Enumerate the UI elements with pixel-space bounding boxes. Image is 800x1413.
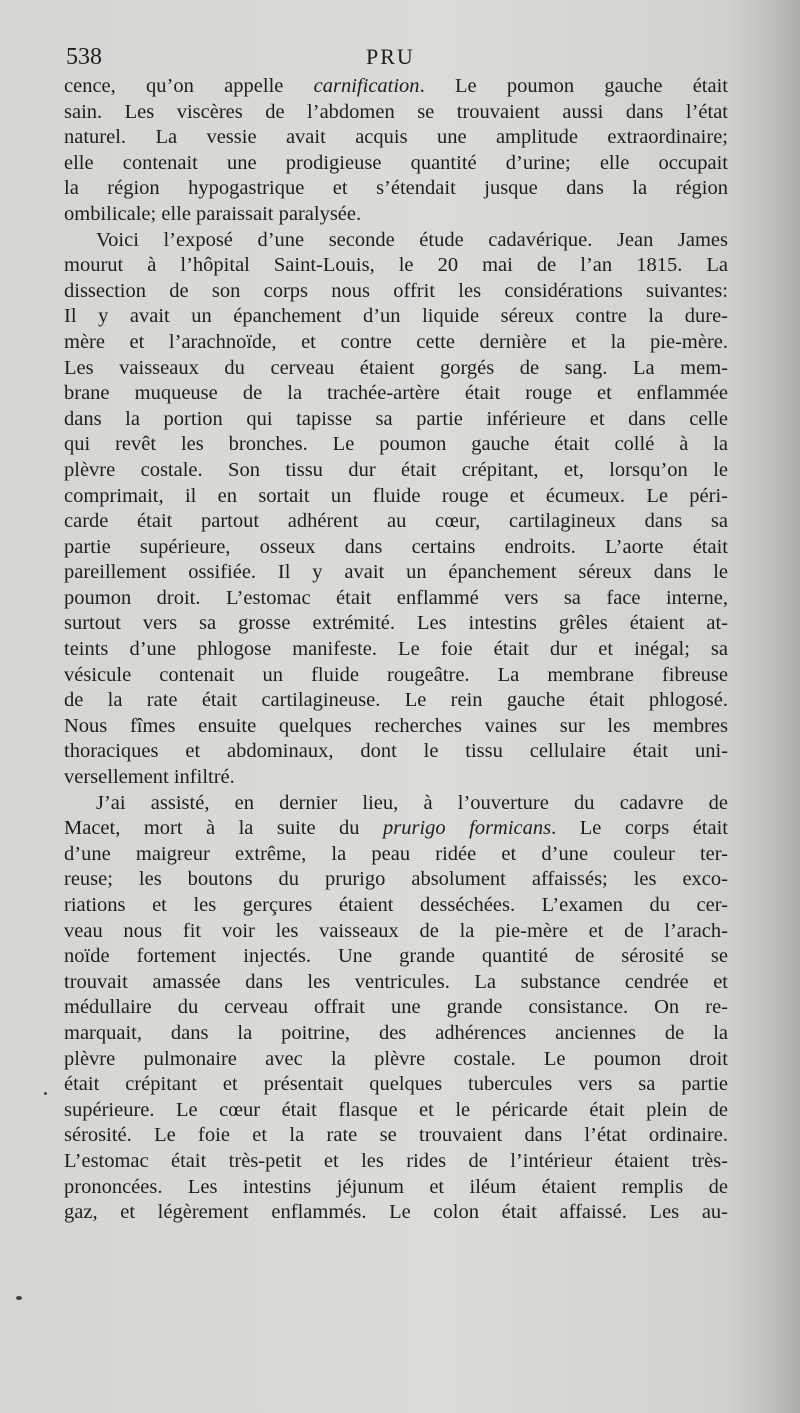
text-line	[64, 1021, 728, 1047]
text-line	[64, 509, 728, 535]
text-line	[64, 228, 728, 254]
text-line	[64, 893, 728, 919]
text-line	[64, 381, 728, 407]
text-segment: Les vaisseaux du cerveau étaient gorgés de sang. La mem-	[64, 356, 728, 379]
text-line	[64, 304, 728, 330]
text-line	[64, 663, 728, 689]
text-segment: marquait, dans la poitrine, des adhérences anciennes de la	[64, 1021, 728, 1044]
text-line	[64, 125, 728, 151]
text-line	[64, 1200, 728, 1226]
text-segment: mourut à l’hôpital Saint-Louis, le 20 mai de l’an 1815. La	[64, 254, 728, 277]
text-line	[64, 714, 728, 740]
text-segment: noïde fortement injectés. Une grande quantité de sérosité se	[64, 945, 728, 968]
text-line	[64, 458, 728, 484]
text-segment: . Le corps était	[551, 817, 728, 840]
text-segment: thoraciques et abdominaux, dont le tissu cellulaire était uni-	[64, 740, 728, 763]
text-line	[64, 407, 728, 433]
text-line	[64, 176, 728, 202]
text-line	[64, 330, 728, 356]
text-segment: dissection de son corps nous offrit les considérations suivantes:	[64, 279, 728, 302]
text-segment: pareillement ossifiée. Il y avait un épanchement séreux dans le	[64, 561, 728, 584]
text-line	[64, 74, 728, 100]
text-segment: sérosité. Le foie et la rate se trouvaient dans l’état ordinaire.	[64, 1124, 728, 1147]
text-segment: médullaire du cerveau offrait une grande consistance. On re-	[64, 996, 728, 1019]
text-segment: J’ai assisté, en dernier lieu, à l’ouverture du cadavre de	[96, 791, 728, 814]
ink-speck	[16, 1296, 22, 1300]
body-text	[64, 74, 728, 1226]
text-segment: Macet, mort à la suite du	[64, 817, 384, 840]
text-segment: carde était partout adhérent au cœur, cartilagineux dans sa	[64, 510, 728, 533]
text-segment: Il y avait un épanchement d’un liquide séreux contre la dure-	[64, 305, 728, 328]
text-line	[64, 970, 728, 996]
text-line	[64, 1098, 728, 1124]
running-head: PRU	[366, 44, 415, 69]
page-header	[66, 40, 726, 74]
text-segment: supérieure. Le cœur était flasque et le péricarde était plein de	[64, 1098, 728, 1121]
text-segment: cence, qu’on appelle	[64, 75, 314, 97]
text-segment: riations et les gerçures étaient desséchées. L’examen du cer-	[64, 894, 728, 916]
text-line	[64, 688, 728, 714]
italic-term: carnification	[313, 75, 420, 97]
text-segment: plèvre pulmonaire avec la plèvre costale. Le poumon droit	[64, 1047, 728, 1070]
text-segment: était crépitant et présentait quelques tubercules vers sa partie	[64, 1073, 728, 1096]
text-segment: d’une maigreur extrême, la peau ridée et d’une couleur ter-	[64, 842, 728, 865]
text-line	[64, 1047, 728, 1073]
text-line	[64, 356, 728, 382]
text-segment: elle contenait une prodigieuse quantité d’urine; elle occupait	[64, 151, 728, 174]
text-line	[64, 279, 728, 305]
text-segment: comprimait, il en sortait un fluide rouge et écumeux. Le péri-	[64, 484, 728, 507]
text-line	[64, 816, 728, 842]
text-line	[64, 1072, 728, 1098]
text-segment: . Le poumon gauche était	[419, 75, 728, 97]
text-segment: partie supérieure, osseux dans certains endroits. L’aorte était	[64, 535, 728, 558]
text-line	[64, 842, 728, 868]
text-segment: reuse; les boutons du prurigo absolument affaissés; les exco-	[64, 868, 728, 891]
italic-term: prurigo formicans	[383, 817, 552, 840]
text-segment: poumon droit. L’estomac était enflammé vers sa face interne,	[64, 586, 728, 609]
text-segment: prononcées. Les intestins jéjunum et iléum étaient remplis de	[64, 1175, 728, 1198]
text-segment: trouvait amassée dans les ventricules. La substance cendrée et	[64, 970, 728, 993]
text-segment: surtout vers sa grosse extrémité. Les intestins grêles étaient at-	[64, 612, 728, 635]
text-line	[64, 867, 728, 893]
text-line	[64, 611, 728, 637]
text-line	[64, 944, 728, 970]
text-segment: gaz, et légèrement enflammés. Le colon était affaissé. Les au-	[64, 1201, 728, 1224]
text-segment: sain. Les viscères de l’abdomen se trouvaient aussi dans l’état	[64, 100, 728, 123]
text-segment: brane muqueuse de la trachée-artère était rouge et enflammée	[64, 382, 728, 405]
text-line	[64, 765, 728, 791]
text-line	[64, 202, 728, 228]
text-segment: vésicule contenait un fluide rougeâtre. La membrane fibreuse	[64, 663, 728, 686]
text-segment: de la rate était cartilagineuse. Le rein gauche était phlogosé.	[64, 689, 728, 712]
text-line	[64, 535, 728, 561]
ink-speck	[44, 1092, 47, 1095]
text-segment: versellement infiltré.	[64, 766, 235, 789]
text-segment: naturel. La vessie avait acquis une amplitude extraordinaire;	[64, 126, 728, 149]
text-segment: veau nous fit voir les vaisseaux de la pie-mère et de l’arach-	[64, 919, 728, 942]
text-line	[64, 432, 728, 458]
text-segment: L’estomac était très-petit et les rides de l’intérieur étaient très-	[64, 1149, 728, 1172]
text-segment: dans la portion qui tapisse sa partie inférieure et dans celle	[64, 407, 728, 430]
text-line	[64, 100, 728, 126]
text-line	[64, 637, 728, 663]
text-line	[64, 919, 728, 945]
text-line	[64, 1149, 728, 1175]
text-segment: qui revêt les bronches. Le poumon gauche était collé à la	[64, 433, 728, 456]
text-line	[64, 151, 728, 177]
page-edge-shadow	[730, 0, 800, 1413]
text-segment: mère et l’arachnoïde, et contre cette dernière et la pie-mère.	[64, 330, 728, 353]
text-line	[64, 995, 728, 1021]
text-line	[64, 791, 728, 817]
text-line	[64, 253, 728, 279]
text-segment: ombilicale; elle paraissait paralysée.	[64, 202, 362, 225]
page-number: 538	[66, 44, 102, 70]
text-segment: Nous fîmes ensuite quelques recherches vaines sur les membres	[64, 714, 728, 737]
text-line	[64, 1123, 728, 1149]
text-line	[64, 739, 728, 765]
text-segment: la région hypogastrique et s’étendait jusque dans la région	[64, 177, 728, 200]
text-line	[64, 586, 728, 612]
text-line	[64, 484, 728, 510]
text-segment: teints d’une phlogose manifeste. Le foie était dur et inégal; sa	[64, 638, 728, 661]
text-segment: plèvre costale. Son tissu dur était crépitant, et, lorsqu’on le	[64, 458, 728, 481]
text-line	[64, 560, 728, 586]
text-line	[64, 1175, 728, 1201]
text-segment: Voici l’exposé d’une seconde étude cadavérique. Jean James	[96, 228, 728, 251]
